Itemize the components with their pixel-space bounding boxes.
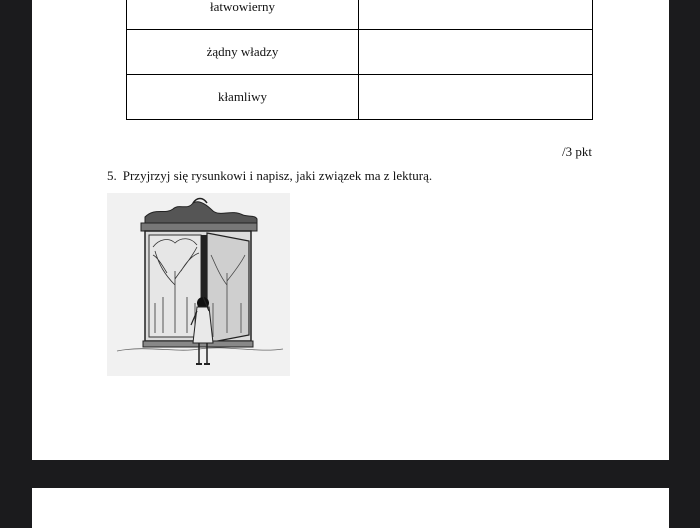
next-page xyxy=(32,488,669,528)
question-5 xyxy=(107,168,432,184)
trait-cell: łatwowierny xyxy=(127,0,359,30)
question-text: Przyjrzyj się rysunkowi i napisz, jaki związek ma z lekturą. xyxy=(122,168,433,183)
wardrobe-girl-illustration xyxy=(107,193,290,376)
answer-cell[interactable] xyxy=(359,30,593,75)
worksheet-page xyxy=(32,0,669,460)
table-row xyxy=(127,30,593,75)
trait-cell: żądny władzy xyxy=(127,30,359,75)
traits-table xyxy=(126,0,593,120)
answer-cell[interactable] xyxy=(359,0,593,30)
wardrobe-illustration-icon xyxy=(107,193,290,376)
question-number: 5. xyxy=(107,168,117,183)
answer-cell[interactable] xyxy=(359,75,593,120)
table-row xyxy=(127,75,593,120)
trait-cell: kłamliwy xyxy=(127,75,359,120)
points-label: /3 pkt xyxy=(562,144,592,159)
table-row xyxy=(127,0,593,30)
